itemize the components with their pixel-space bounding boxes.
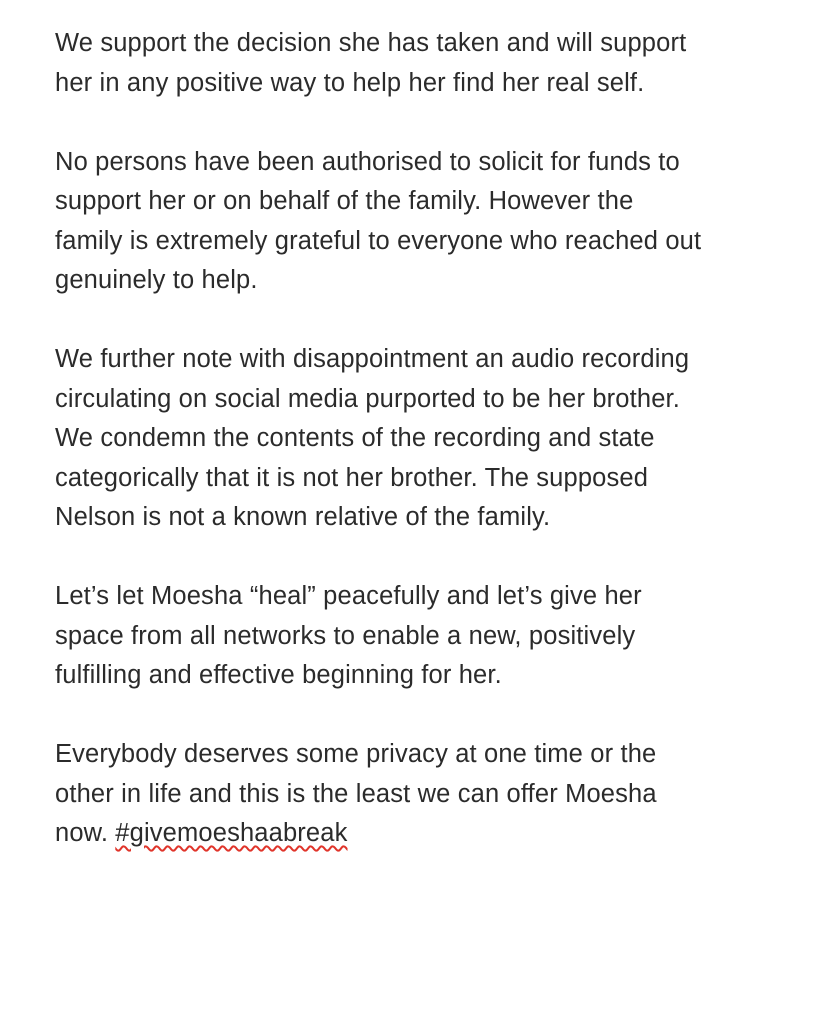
text-line: No persons have been authorised to solicit for funds to bbox=[55, 147, 680, 176]
paragraph-funds bbox=[55, 143, 795, 301]
text-line: We support the decision she has taken and will support bbox=[55, 29, 687, 57]
hashtag-link[interactable]: #givemoeshaabreak bbox=[115, 819, 348, 847]
paragraph-heal bbox=[55, 577, 795, 696]
text-line: categorically that it is not her brother. The supposed bbox=[55, 463, 649, 492]
text-line: We further note with disappointment an audio recording bbox=[55, 345, 690, 373]
paragraph-support bbox=[55, 24, 795, 103]
text-line: fulfilling and effective beginning for her. bbox=[55, 661, 502, 689]
text-line: support her or on behalf of the family. However the bbox=[55, 187, 634, 215]
text-line-last bbox=[55, 814, 795, 854]
text-line: circulating on social media purported to be her brother. bbox=[55, 384, 681, 413]
text-line: family is extremely grateful to everyone who reached out bbox=[55, 226, 702, 255]
text-line: Everybody deserves some privacy at one time or the bbox=[55, 740, 657, 768]
text-line: We condemn the contents of the recording and state bbox=[55, 424, 655, 452]
document-body bbox=[55, 24, 795, 893]
paragraph-recording bbox=[55, 340, 795, 538]
text-line: space from all networks to enable a new, positively bbox=[55, 621, 636, 650]
text-line: other in life and this is the least we can offer Moesha bbox=[55, 779, 657, 808]
paragraph-privacy bbox=[55, 735, 795, 854]
text-line: her in any positive way to help her find her real self. bbox=[55, 68, 645, 97]
text-fragment: now. bbox=[55, 819, 116, 847]
text-line: Let’s let Moesha “heal” peacefully and let’s give her bbox=[55, 582, 642, 610]
text-line: Nelson is not a known relative of the family. bbox=[55, 503, 551, 531]
text-line: genuinely to help. bbox=[55, 266, 258, 294]
